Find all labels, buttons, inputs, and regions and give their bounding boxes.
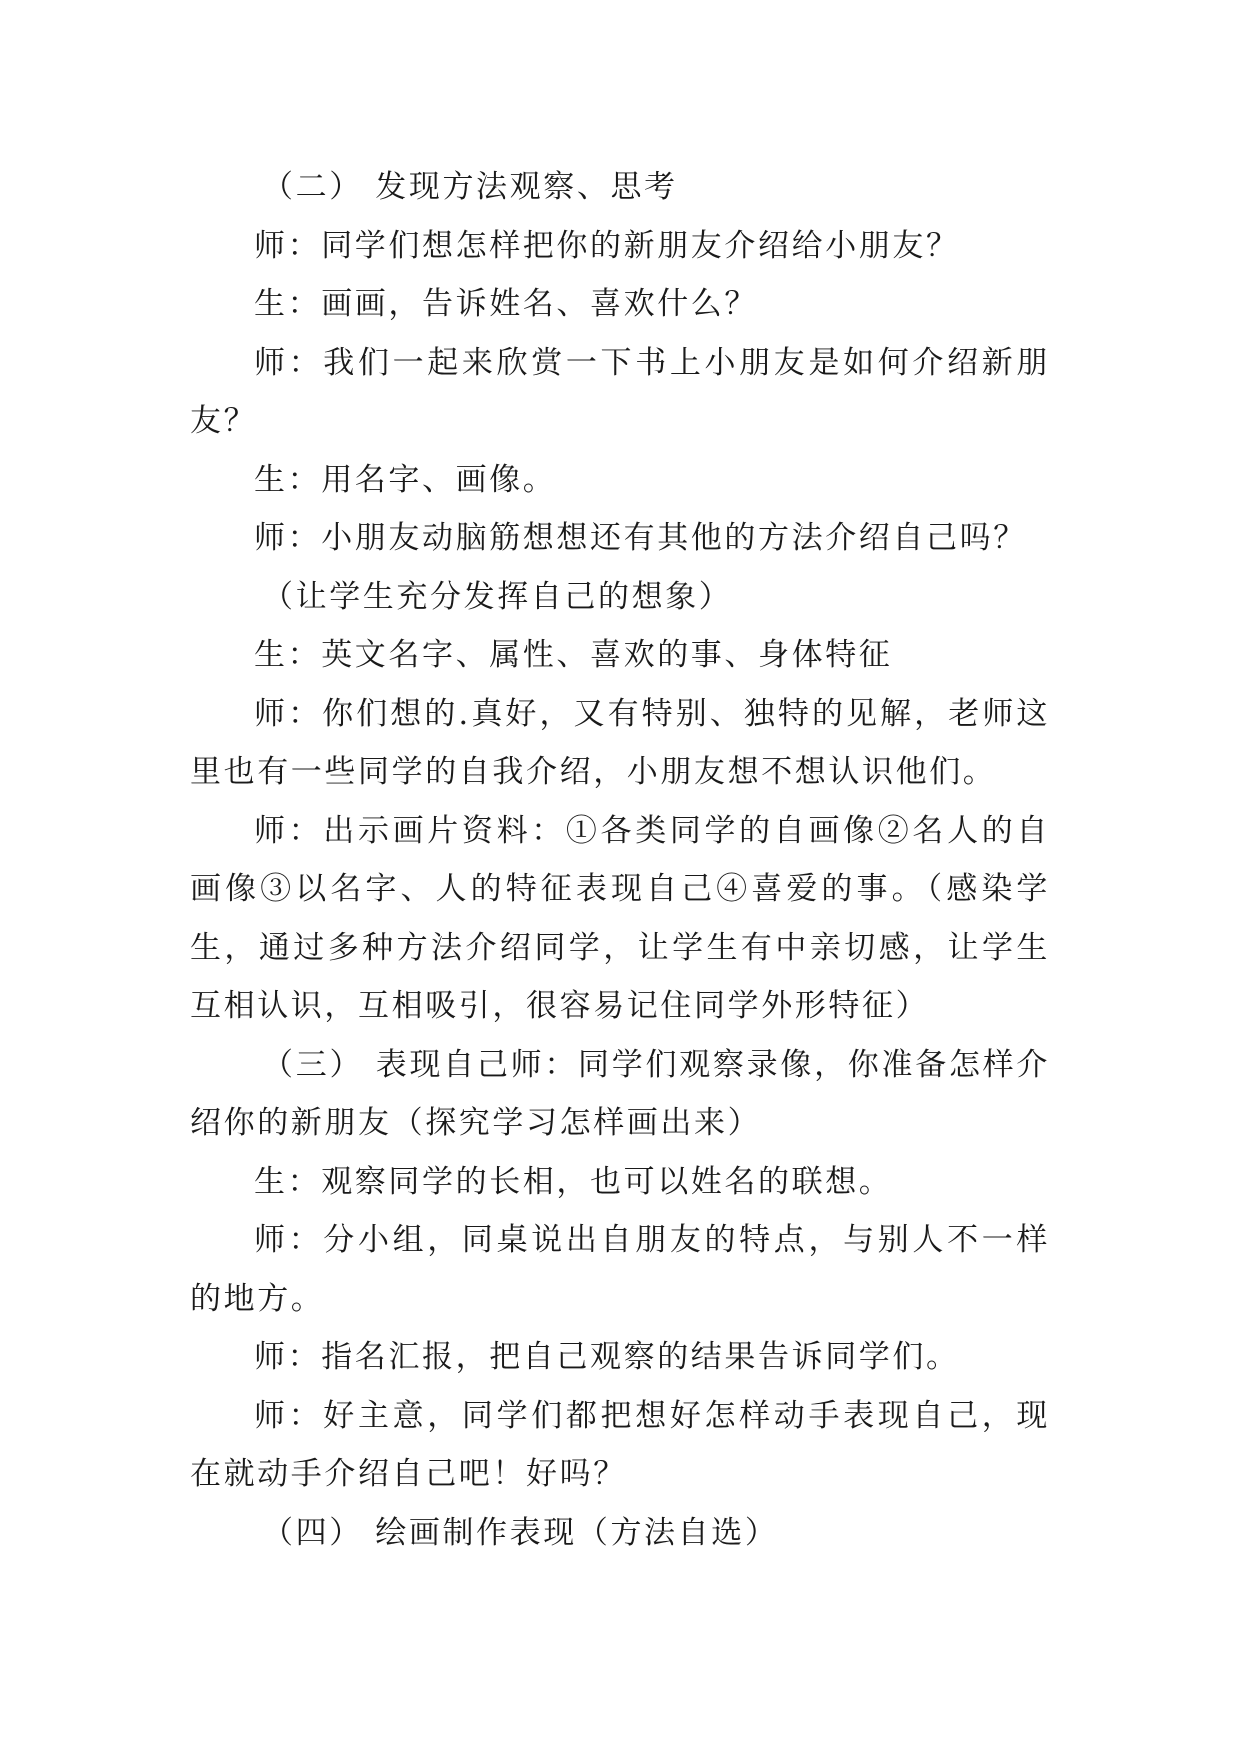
dialogue-paragraph: 生：观察同学的长相，也可以姓名的联想。 [254, 1163, 893, 1200]
dialogue-paragraph: 师：我们一起来欣赏一下书上小朋友是如何介绍新朋友？ [190, 344, 1050, 439]
dialogue-paragraph: 师：出示画片资料：①各类同学的自画像②名人的自画像③以名字、人的特征表现自己④喜爱的事。（感染学生，通过多种方法介绍同学，让学生有中亲切感，让学生互相认识，互相吸引，很容易记住同学外形特征） [190, 812, 1050, 1024]
section-heading-2: （二） 发现方法观察、思考 [262, 169, 678, 205]
dialogue-paragraph: 师：分小组，同桌说出自朋友的特点，与别人不一样的地方。 [190, 1222, 1050, 1317]
dialogue-paragraph: 师：好主意，同学们都把想好怎样动手表现自己，现在就动手介绍自己吧！好吗？ [190, 1397, 1050, 1492]
note-paragraph: （让学生充分发挥自己的想象） [262, 578, 733, 615]
dialogue-paragraph: 师：小朋友动脑筋想想还有其他的方法介绍自己吗？ [254, 520, 1027, 556]
section-heading-3: （三） 表现自己师：同学们观察录像，你准备怎样介绍你的新朋友（探究学习怎样画出来） [190, 1046, 1050, 1141]
dialogue-paragraph: 师：你们想的.真好，又有特别、独特的见解，老师这里也有一些同学的自我介绍，小朋友想不想认识他们。 [190, 695, 1050, 790]
dialogue-paragraph: 生：画画，告诉姓名、喜欢什么？ [254, 286, 758, 322]
dialogue-paragraph: 师：同学们想怎样把你的新朋友介绍给小朋友？ [254, 227, 960, 264]
document-body [190, 158, 1050, 1562]
dialogue-paragraph: 生：英文名字、属性、喜欢的事、身体特征 [254, 637, 893, 673]
dialogue-paragraph: 师：指名汇报，把自己观察的结果告诉同学们。 [254, 1339, 960, 1375]
section-heading-4: （四） 绘画制作表现（方法自选） [262, 1514, 779, 1551]
dialogue-paragraph: 生：用名字、画像。 [254, 461, 557, 498]
